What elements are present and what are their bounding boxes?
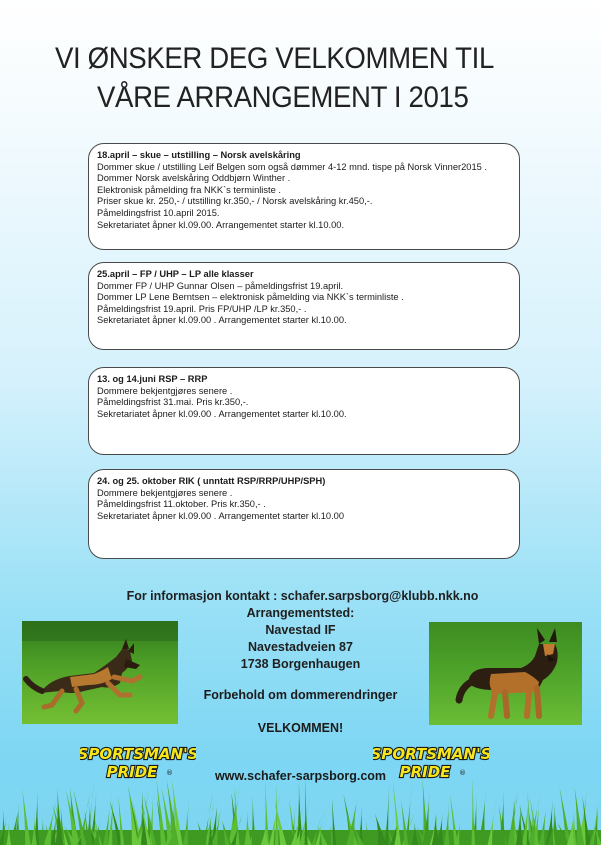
event-line: Sekretariatet åpner kl.09.00. Arrangementet starter kl.10.00. [97, 219, 345, 230]
standing-dog-photo [429, 622, 582, 725]
venue-name: Navestad IF [265, 623, 336, 637]
welcome-text: VELKOMMEN! [257, 721, 344, 735]
event-heading: 13. og 14.juni RSP – RRP [97, 374, 208, 384]
event-line: Dommere bekjentgjøres senere . [97, 385, 233, 396]
logo-registered-mark: ® [166, 769, 173, 777]
event-line: Påmeldingsfrist 19.april. Pris FP/UHP /LP kr.350,- . [97, 303, 307, 314]
event-line: Priser skue kr. 250,- / utstilling kr.350,- / Norsk avelskåring kr.450,-. [97, 196, 373, 207]
venue-street: Navestadveien 87 [248, 640, 353, 654]
event-heading: 25.april – FP / UHP – LP alle klasser [97, 269, 254, 279]
event-box-october [88, 469, 520, 559]
logo-line1: SPORTSMAN'S [373, 745, 489, 763]
grass-blade [432, 813, 440, 845]
judge-change-notice: Forbehold om dommerendringer [203, 688, 398, 702]
page-title-line2: VÅRE ARRANGEMENT I 2015 [97, 81, 469, 114]
event-line: Sekretariatet åpner kl.09.00 . Arrangementet starter kl.10.00. [97, 408, 347, 419]
event-line: Sekretariatet åpner kl.09.00 . Arrangementet starter kl.10.00. [97, 315, 347, 326]
event-line: Dommere bekjentgjøres senere . [97, 487, 233, 498]
logo-registered-mark: ® [459, 769, 466, 777]
running-dog-photo [22, 621, 178, 724]
event-line: Sekretariatet åpner kl.09.00 . Arrangementet starter kl.10.00 [97, 510, 345, 521]
venue-label: Arrangementsted: [246, 606, 355, 620]
event-heading: 24. og 25. oktober RIK ( unntatt RSP/RRP/UHP/SPH) [97, 476, 326, 486]
website-link[interactable]: www.schafer-sarpsborg.com [214, 769, 387, 783]
event-line: Dommer LP Lene Berntsen – elektronisk påmelding via NKK`s terminliste . [97, 292, 404, 303]
grass-blade [86, 803, 92, 845]
event-line: Påmeldingsfrist 11.oktober. Pris kr.350,- . [97, 499, 266, 510]
logo-line2: PRIDE [106, 763, 158, 781]
page-title-line1: VI ØNSKER DEG VELKOMMEN TIL [55, 42, 494, 75]
event-box-april-18 [88, 143, 520, 250]
event-line: Dommer FP / UHP Gunnar Olsen – påmeldingsfrist 19.april. [97, 280, 344, 291]
event-line: Dommer skue / utstilling Leif Belgen som også dømmer 4-12 mnd. tispe på Norsk Vinner2015 . [97, 161, 487, 172]
event-heading: 18.april – skue – utstilling – Norsk avelskåring [97, 150, 301, 160]
logo-line1: SPORTSMAN'S [80, 745, 196, 763]
event-box-june [88, 367, 520, 455]
event-box-april-25 [88, 262, 520, 350]
event-line: Elektronisk påmelding fra NKK`s terminliste . [97, 184, 281, 195]
event-line: Påmeldingsfrist 10.april 2015. [97, 207, 220, 218]
logo-line2: PRIDE [399, 763, 451, 781]
event-line: Påmeldingsfrist 31.mai. Pris kr.350,-. [97, 397, 249, 408]
contact-info: For informasjon kontakt : schafer.sarpsborg@klubb.nkk.no [126, 589, 479, 603]
venue-city: 1738 Borgenhaugen [240, 657, 361, 671]
event-line: Dommer Norsk avelskåring Oddbjørn Winther . [97, 173, 291, 184]
